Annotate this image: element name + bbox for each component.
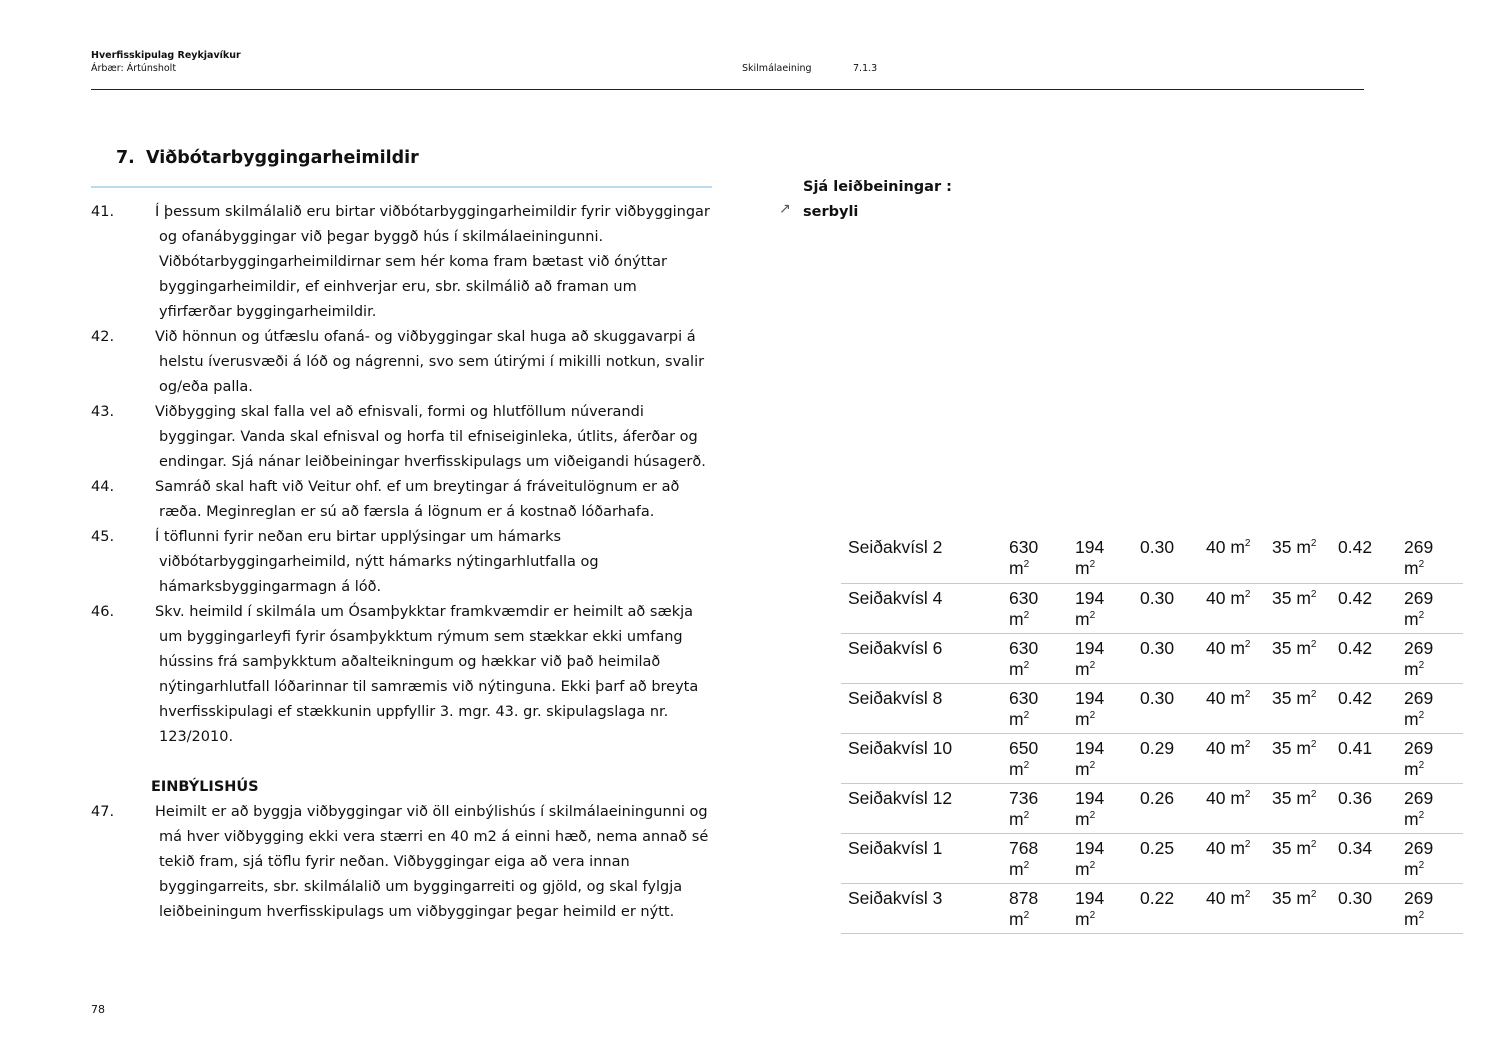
subheading-einbylishus: EINBÝLISHÚS [151, 779, 259, 795]
table-row [841, 683, 1463, 733]
paragraph-text: Í þessum skilmálalið eru birtar viðbótarbyggingarheimildir fyrir viðbyggingar og ofanábyggingar við þegar byggð hús í skilmálaeiningunni. Viðbótarbyggingarheimildirnar sem hér koma fram bætast við ónýttar byggingarheimildir, ef einhverjar eru, sbr. skilmálið að framan um yfirfærðar byggingarheimildir. [155, 204, 710, 320]
table-row [841, 883, 1463, 933]
cell-addition-1: 40 $m^2$ [1199, 533, 1265, 583]
table-row [841, 583, 1463, 633]
cell-lot-area: 736 $m^2$ [1002, 783, 1068, 833]
external-link-icon[interactable]: ↗ [779, 201, 791, 217]
cell-addition-1: 40 $m^2$ [1199, 883, 1265, 933]
section-divider [91, 186, 712, 188]
cell-addition-1: 40 $m^2$ [1199, 583, 1265, 633]
cell-address: Seiðakvísl 8 [841, 683, 1002, 733]
paragraph-43 [91, 400, 711, 475]
paragraph-number: 41. [91, 204, 115, 220]
cell-lot-area: 630 $m^2$ [1002, 533, 1068, 583]
paragraph-text: Heimilt er að byggja viðbyggingar við öll einbýlishús í skilmálaeiningunni og má hver viðbygging ekki vera stærri en 40 m2 á einni hæð, nema annað sé tekið fram, sjá töflu fyrir neðan. Viðbyggingar eiga að vera innan byggingarreits, sbr. skilmálalið um byggingarreiti og gjöld, og skal fylgja leiðbeiningum hverfisskipulags um viðbyggingar þegar heimild er nýtt. [155, 804, 709, 920]
paragraph-number: 46. [91, 604, 115, 620]
cell-address: Seiðakvísl 3 [841, 883, 1002, 933]
cell-new-ratio: 0.30 [1331, 883, 1397, 933]
table-row [841, 783, 1463, 833]
cell-current-ratio: 0.30 [1133, 683, 1199, 733]
cell-existing-area: 194 $m^2$ [1068, 783, 1133, 833]
guide-link-serbyli[interactable]: serbyli [803, 204, 859, 220]
paragraph-45 [91, 525, 711, 600]
paragraph-number: 45. [91, 529, 115, 545]
cell-current-ratio: 0.30 [1133, 633, 1199, 683]
cell-address: Seiðakvísl 1 [841, 833, 1002, 883]
header-title: Hverfisskipulag Reykjavíkur [91, 50, 241, 61]
cell-current-ratio: 0.25 [1133, 833, 1199, 883]
cell-existing-area: 194 $m^2$ [1068, 883, 1133, 933]
paragraph-number: 44. [91, 479, 115, 495]
cell-max-area: 269 $m^2$ [1397, 833, 1463, 883]
cell-address: Seiðakvísl 6 [841, 633, 1002, 683]
paragraph-number: 47. [91, 804, 115, 820]
cell-max-area: 269 $m^2$ [1397, 583, 1463, 633]
cell-address: Seiðakvísl 4 [841, 583, 1002, 633]
paragraph-text: Skv. heimild í skilmála um Ósamþykktar framkvæmdir er heimilt að sækja um byggingarleyfi fyrir ósamþykktum rýmum sem stækkar ekki umfang hússins frá samþykktum aðalteikningum og hækkar við það heimilað nýtingarhlutfall lóðarinnar til samræmis við nýtinguna. Ekki þarf að breyta hverfisskipulagi ef stækkunin uppfyllir 3. mgr. 43. gr. skipulagslaga nr. 123/2010. [155, 604, 699, 745]
header-divider [91, 89, 1364, 90]
cell-existing-area: 194 $m^2$ [1068, 733, 1133, 783]
paragraph-text: Við hönnun og útfæslu ofaná- og viðbyggingar skal huga að skuggavarpi á helstu íverusvæði á lóð og nágrenni, svo sem útirými í mikilli notkun, svalir og/eða palla. [155, 329, 705, 395]
cell-lot-area: 878 $m^2$ [1002, 883, 1068, 933]
paragraph-41 [91, 200, 711, 325]
building-rights-table [841, 533, 1463, 934]
table-row [841, 533, 1463, 583]
cell-addition-1: 40 $m^2$ [1199, 633, 1265, 683]
cell-lot-area: 630 $m^2$ [1002, 633, 1068, 683]
cell-addition-1: 40 $m^2$ [1199, 783, 1265, 833]
cell-addition-2: 35 $m^2$ [1265, 533, 1331, 583]
cell-current-ratio: 0.30 [1133, 533, 1199, 583]
cell-addition-2: 35 $m^2$ [1265, 683, 1331, 733]
cell-new-ratio: 0.34 [1331, 833, 1397, 883]
paragraph-text: Viðbygging skal falla vel að efnisvali, formi og hlutföllum núverandi byggingar. Vanda skal efnisval og horfa til efniseiginleka, útlits, áferðar og endingar. Sjá nánar leiðbeiningar hverfisskipulags um viðeigandi húsagerð. [155, 404, 706, 470]
cell-existing-area: 194 $m^2$ [1068, 583, 1133, 633]
cell-max-area: 269 $m^2$ [1397, 683, 1463, 733]
cell-address: Seiðakvísl 12 [841, 783, 1002, 833]
cell-lot-area: 768 $m^2$ [1002, 833, 1068, 883]
paragraph-number: 43. [91, 404, 115, 420]
paragraph-list [91, 200, 711, 925]
cell-new-ratio: 0.42 [1331, 583, 1397, 633]
cell-current-ratio: 0.29 [1133, 733, 1199, 783]
cell-new-ratio: 0.42 [1331, 533, 1397, 583]
cell-max-area: 269 $m^2$ [1397, 633, 1463, 683]
cell-addition-2: 35 $m^2$ [1265, 833, 1331, 883]
guide-label: Sjá leiðbeiningar : [803, 179, 952, 195]
section-title-text: Viðbótarbyggingarheimildir [146, 148, 419, 168]
cell-max-area: 269 $m^2$ [1397, 783, 1463, 833]
paragraph-46 [91, 600, 711, 750]
cell-lot-area: 650 $m^2$ [1002, 733, 1068, 783]
cell-current-ratio: 0.22 [1133, 883, 1199, 933]
cell-new-ratio: 0.42 [1331, 633, 1397, 683]
table-row [841, 833, 1463, 883]
cell-existing-area: 194 $m^2$ [1068, 533, 1133, 583]
cell-max-area: 269 $m^2$ [1397, 733, 1463, 783]
table-row [841, 633, 1463, 683]
cell-new-ratio: 0.42 [1331, 683, 1397, 733]
table-row [841, 733, 1463, 783]
cell-existing-area: 194 $m^2$ [1068, 683, 1133, 733]
cell-max-area: 269 $m^2$ [1397, 883, 1463, 933]
cell-addition-2: 35 $m^2$ [1265, 883, 1331, 933]
header-subtitle: Árbær: Ártúnsholt [91, 63, 177, 74]
cell-addition-2: 35 $m^2$ [1265, 733, 1331, 783]
cell-max-area: 269 $m^2$ [1397, 533, 1463, 583]
paragraph-text: Í töflunni fyrir neðan eru birtar upplýsingar um hámarks viðbótarbyggingarheimild, nýtt hámarks nýtingarhlutfalla og hámarksbyggingarmagn á lóð. [155, 529, 599, 595]
page-number: 78 [91, 1003, 105, 1016]
cell-new-ratio: 0.41 [1331, 733, 1397, 783]
cell-addition-1: 40 $m^2$ [1199, 833, 1265, 883]
cell-addition-2: 35 $m^2$ [1265, 583, 1331, 633]
cell-addition-1: 40 $m^2$ [1199, 733, 1265, 783]
cell-addition-2: 35 $m^2$ [1265, 783, 1331, 833]
cell-address: Seiðakvísl 2 [841, 533, 1002, 583]
header-unit-label: Skilmálaeining [742, 63, 812, 74]
paragraph-47 [91, 800, 711, 925]
cell-existing-area: 194 $m^2$ [1068, 633, 1133, 683]
cell-lot-area: 630 $m^2$ [1002, 583, 1068, 633]
cell-address: Seiðakvísl 10 [841, 733, 1002, 783]
cell-existing-area: 194 $m^2$ [1068, 833, 1133, 883]
cell-new-ratio: 0.36 [1331, 783, 1397, 833]
paragraph-42 [91, 325, 711, 400]
cell-lot-area: 630 $m^2$ [1002, 683, 1068, 733]
paragraph-number: 42. [91, 329, 115, 345]
paragraph-44 [91, 475, 711, 525]
cell-addition-1: 40 $m^2$ [1199, 683, 1265, 733]
cell-current-ratio: 0.26 [1133, 783, 1199, 833]
paragraph-text: Samráð skal haft við Veitur ohf. ef um breytingar á fráveitulögnum er að ræða. Meginreglan er sú að færsla á lögnum er á kostnað lóðarhafa. [155, 479, 680, 520]
section-title [116, 148, 419, 168]
cell-current-ratio: 0.30 [1133, 583, 1199, 633]
header-unit-code: 7.1.3 [853, 63, 878, 74]
section-number: 7. [116, 148, 135, 168]
cell-addition-2: 35 $m^2$ [1265, 633, 1331, 683]
